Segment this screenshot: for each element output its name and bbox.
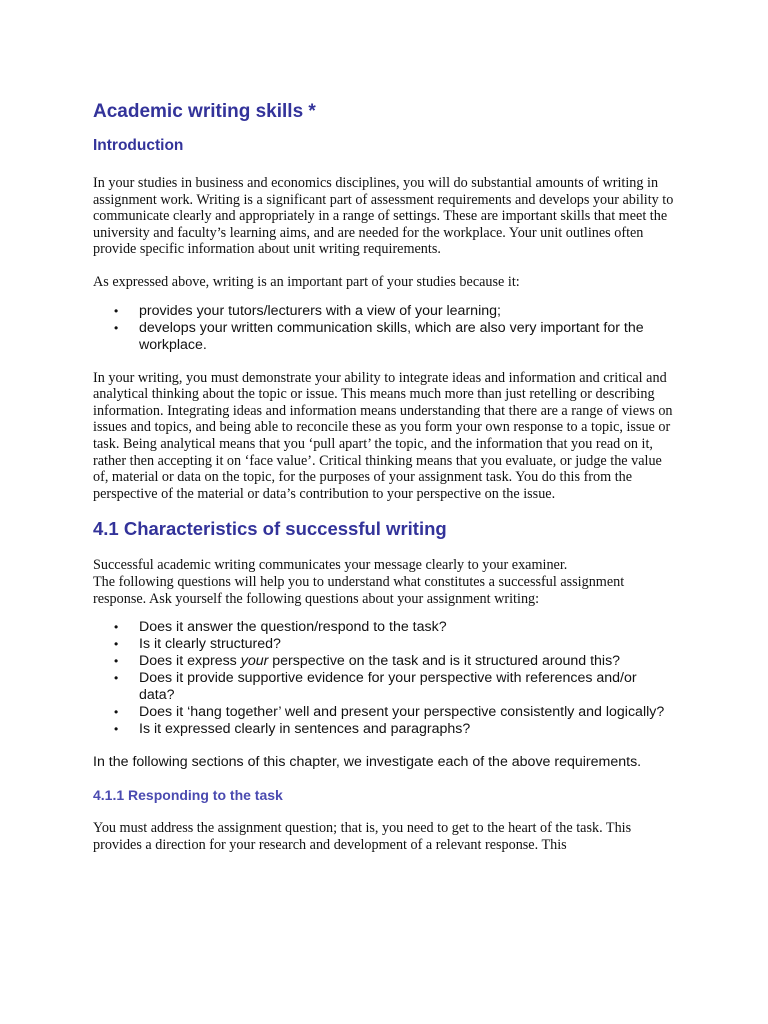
bullet-icon: • [114, 303, 119, 318]
bullet-icon: • [114, 722, 119, 737]
section-4-1-paragraph-line2: The following questions will help you to understand what constitutes a successful assignment response. Ask yourself the following questions about your assignment writing: [93, 573, 625, 607]
list-item: • provides your tutors/lecturers with a view of your learning; [114, 302, 501, 319]
list-item: • Does it answer the question/respond to the task? [114, 619, 447, 636]
bullet-icon: • [114, 705, 119, 720]
list-item: • Is it expressed clearly in sentences and paragraphs? [114, 721, 471, 738]
reasons-list [93, 303, 674, 354]
integrate-paragraph: In your writing, you must demonstrate your ability to integrate ideas and information and critical and analytical thinking about the topic or issue. This means much more than just retelling or describing information. Integrating ideas and information means understanding that there are a range of views on issues and topics, and being able to reconcile these as you form your own response to a topic, issue or task. Being analytical means that you ‘pull apart’ the topic, and the information that you read on it, rather then accepting it on ‘face value’. Critical thinking means that you evaluate, or judge the value of, material or data on the topic, for the purposes of your assignment task. You do this from the perspective of the material or data’s contribution to your perspective on the issue. [93, 369, 673, 502]
section-4-1-heading: 4.1 Characteristics of successful writing [93, 518, 447, 540]
expressed-paragraph: As expressed above, writing is an important part of your studies because it: [93, 273, 520, 290]
list-item: • Does it provide supportive evidence for your perspective with references and/or data? [114, 670, 637, 704]
list-item: • Does it express your perspective on the task and is it structured around this? [114, 653, 621, 670]
questions-list [93, 619, 674, 738]
section-4-1-1-paragraph: You must address the assignment question; that is, you need to get to the heart of the task. This provides a direction for your research and development of a relevant response. This [93, 820, 632, 853]
list-item: • develops your written communication skills, which are also very important for the workplace. [114, 319, 644, 353]
bullet-icon: • [114, 654, 119, 669]
bullet-icon: • [114, 671, 119, 686]
bullet-icon: • [114, 320, 119, 335]
list-item: • Is it clearly structured? [114, 636, 281, 653]
following-sections-paragraph: In the following sections of this chapter, we investigate each of the above requirements. [93, 754, 642, 771]
emphasis-your: your [240, 653, 269, 670]
introduction-heading: Introduction [93, 137, 184, 154]
section-4-1-1-heading: 4.1.1 Responding to the task [93, 787, 283, 804]
bullet-icon: • [114, 637, 119, 652]
bullet-icon: • [114, 620, 119, 635]
list-item: • Does it ‘hang together’ well and present your perspective consistently and logically? [114, 704, 665, 721]
intro-paragraph: In your studies in business and economics disciplines, you will do substantial amounts of writing in assignment work. Writing is a significant part of assessment requirements and develops your ability to communicate clearly and appropriately in a range of settings. These are important skills that meet the university and faculty’s learning aims, and are needed for the workplace. Your unit outlines often provide specific information about unit writing requirements. [93, 175, 674, 258]
section-4-1-paragraph-line1: Successful academic writing communicates your message clearly to your examiner. [93, 557, 568, 574]
page-title: Academic writing skills * [93, 101, 316, 122]
